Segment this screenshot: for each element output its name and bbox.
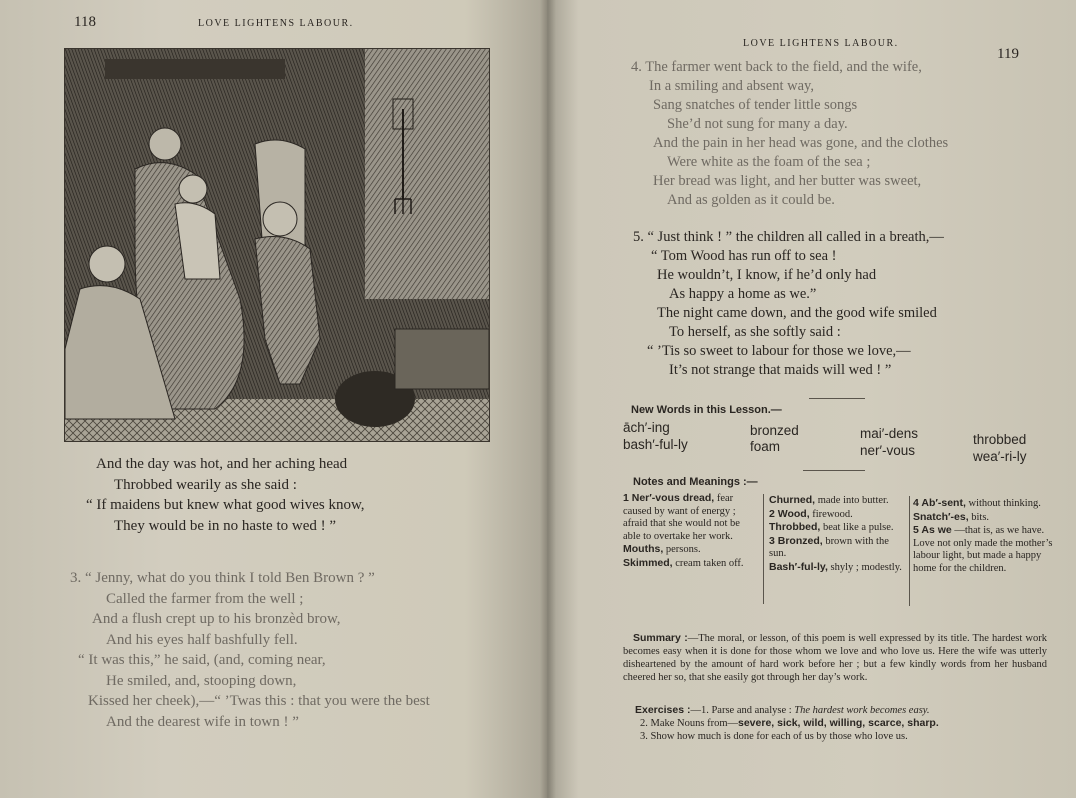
verse-line: Were white as the foam of the sea ;	[667, 154, 871, 170]
new-word: wea′-ri-ly	[973, 449, 1027, 464]
note-entry: 2 Wood, firewood.	[769, 507, 853, 520]
verse-line: As happy a home as we.”	[669, 286, 817, 302]
notes-column-2	[769, 494, 905, 574]
verse-line: Her bread was light, and her butter was sweet,	[653, 173, 922, 189]
note-entry: Snatch′-es, bits.	[913, 510, 990, 523]
verse-line: It’s not strange that maids will wed ! ”	[669, 362, 892, 378]
summary-paragraph	[623, 632, 1047, 684]
verse-line: 5. “ Just think ! ” the children all called in a breath,—	[633, 229, 944, 245]
new-words-heading: New Words in this Lesson.—	[631, 404, 782, 416]
stanza-4	[631, 58, 948, 210]
exercises	[635, 704, 1055, 743]
note-entry: 5 As we —that is, as we have. Love not only made the mother’s labour light, but made a happy home for the children.	[913, 524, 1053, 574]
divider	[809, 398, 865, 399]
stanza-5	[633, 228, 944, 380]
running-head-right: LOVE LIGHTENS LABOUR.	[743, 38, 899, 49]
verse-line: And as golden as it could be.	[667, 192, 835, 208]
divider	[803, 470, 865, 471]
note-entry: 4 Ab′-sent, without thinking.	[913, 497, 1041, 509]
verse-line: They would be in no haste to wed ! ”	[114, 517, 337, 534]
new-word: foam	[750, 439, 781, 454]
note-entry: Throbbed, beat like a pulse.	[769, 521, 894, 533]
exercise-line: 3. Show how much is done for each of us by those who love us.	[640, 731, 908, 742]
new-word: bronzed	[750, 423, 799, 438]
new-word: throbbed	[973, 432, 1027, 447]
summary-label: Summary :	[633, 632, 688, 644]
verse-line: And the pain in her head was gone, and the clothes	[653, 135, 949, 151]
running-head-left: LOVE LIGHTENS LABOUR.	[198, 18, 354, 29]
new-word: ner′-vous	[860, 443, 916, 458]
family-scene-engraving-icon	[65, 49, 489, 441]
verse-line: “ Tom Wood has run off to sea !	[651, 248, 837, 264]
summary-text: —The moral, or lesson, of this poem is well expressed by its title. The hardest work becomes easy when it is done for those whom we love and who love us. Here the wife was utterly disheartened by the amount of hard work before her ; but a few kindly words from her husband cheered her so, that she easily got through her day’s work.	[623, 633, 1047, 683]
verse-line: Throbbed wearily as she said :	[114, 476, 297, 493]
notes-heading: Notes and Meanings :—	[633, 476, 758, 488]
verse-line: He smiled, and, stooping down,	[106, 672, 297, 689]
verse-line: And the dearest wife in town ! ”	[106, 713, 299, 730]
verse-line: To herself, as she softly said :	[669, 324, 841, 340]
verse-line: And the day was hot, and her aching head	[96, 456, 348, 472]
exercise-line: 2. Make Nouns from—severe, sick, wild, willing, scarce, sharp.	[640, 717, 939, 729]
right-page	[547, 0, 1076, 798]
note-entry: 1 Ner′-vous dread, fear caused by want of energy ; afraid that she would not be able to overtake her work.	[623, 492, 740, 542]
notes-column-1	[623, 492, 759, 570]
new-word: bash′-ful-ly	[623, 437, 688, 452]
note-entry: 3 Bronzed, brown with the sun.	[769, 534, 889, 559]
new-word: āch′-ing	[623, 420, 670, 435]
verse-line: “ ’Tis so sweet to labour for those we love,—	[647, 343, 911, 359]
new-word: mai′-dens	[860, 426, 919, 441]
notes-column-3	[913, 497, 1053, 575]
stanza-3	[70, 568, 430, 732]
verse-line: The night came down, and the good wife smiled	[657, 305, 937, 321]
verse-line: “ If maidens but knew what good wives know,	[86, 497, 365, 513]
engraving-illustration	[64, 48, 490, 442]
note-entry: Bash′-ful-ly, shyly ; modestly.	[769, 560, 902, 573]
verse-line: And his eyes half bashfully fell.	[106, 631, 298, 648]
exercise-line: Exercises :—1. Parse and analyse : The hardest work becomes easy.	[635, 704, 930, 716]
verse-line: “ It was this,” he said, (and, coming near,	[78, 652, 326, 668]
verse-continuation	[86, 454, 365, 536]
verse-line: In a smiling and absent way,	[649, 78, 814, 94]
column-divider	[909, 496, 910, 606]
note-entry: Mouths, persons.	[623, 543, 701, 555]
column-divider	[763, 494, 764, 604]
verse-line: Kissed her cheek),—“ ’Twas this : that you were the best	[88, 693, 430, 709]
verse-line: He wouldn’t, I know, if he’d only had	[657, 267, 877, 283]
verse-line: She’d not sung for many a day.	[667, 116, 848, 132]
page-number-left: 118	[74, 14, 96, 30]
note-entry: Skimmed, cream taken off.	[623, 556, 744, 569]
verse-line: 4. The farmer went back to the field, and the wife,	[631, 59, 922, 75]
verse-line: 3. “ Jenny, what do you think I told Ben Brown ? ”	[70, 570, 375, 586]
note-entry: Churned, made into butter.	[769, 494, 889, 506]
verse-line: Sang snatches of tender little songs	[653, 97, 858, 113]
verse-line: And a flush crept up to his bronzèd brow,	[92, 611, 341, 627]
book-gutter	[540, 0, 556, 798]
page-number-right: 119	[997, 46, 1019, 62]
verse-line: Called the farmer from the well ;	[106, 590, 304, 607]
